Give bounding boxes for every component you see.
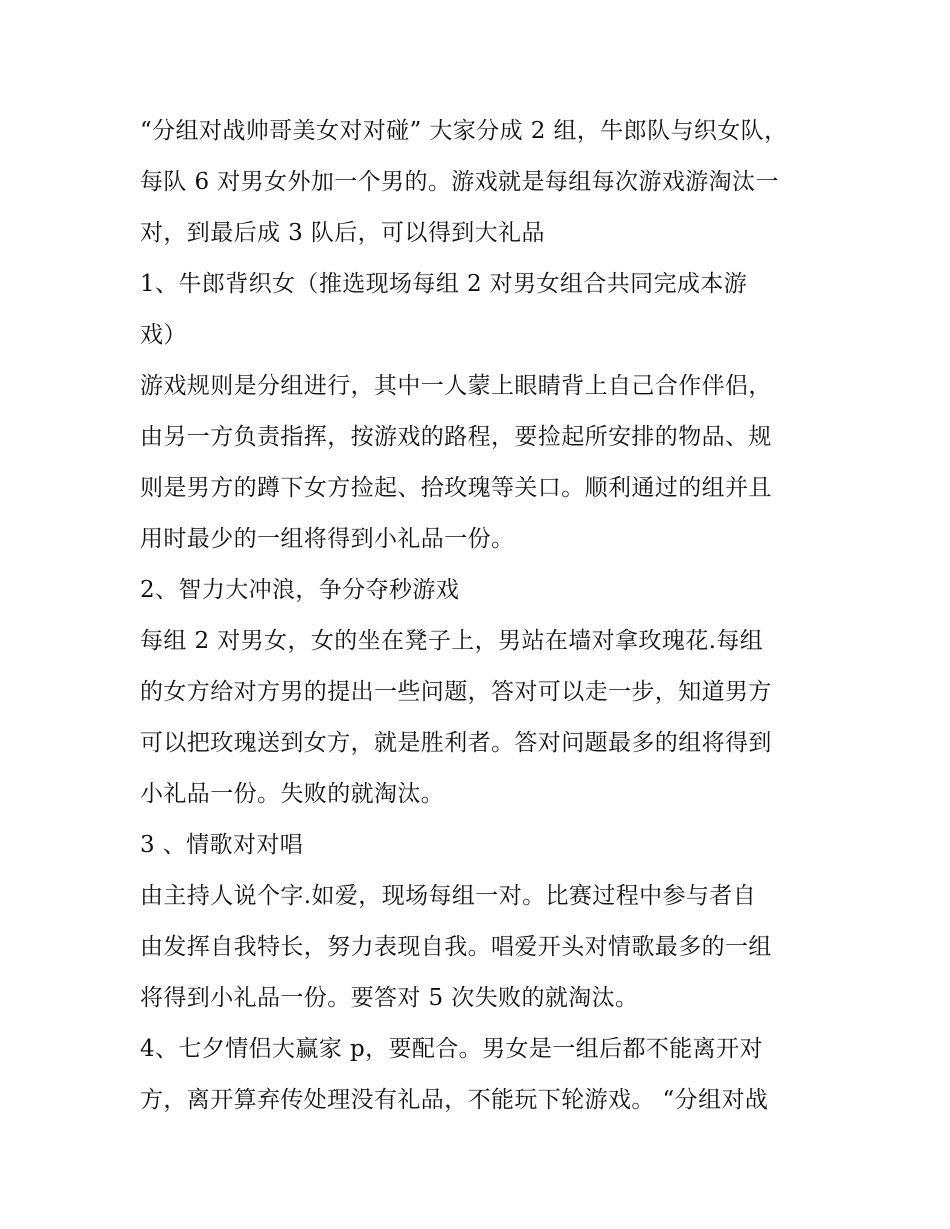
intro-line-1: “分组对战帅哥美女对对碰” 大家分成 2 组，牛郎队与织女队， xyxy=(140,118,788,144)
game-1-rules-line-4: 用时最少的一组将得到小礼品一份。 xyxy=(140,526,515,552)
game-3-rules-line-2: 由发挥自我特长，努力表现自我。唱爱开头对情歌最多的一组 xyxy=(140,934,772,960)
game-4-line-1: 4、七夕情侣大赢家 p，要配合。男女是一组后都不能离开对 xyxy=(140,1036,763,1062)
game-2-rules-line-4: 小礼品一份。失败的就淘汰。 xyxy=(140,781,445,807)
game-4-line-2: 方，离开算弃传处理没有礼品，不能玩下轮游戏。 “分组对战 xyxy=(140,1087,769,1113)
intro-line-2: 每队 6 对男女外加一个男的。游戏就是每组每次游戏游淘汰一 xyxy=(140,169,779,195)
intro-line-3: 对，到最后成 3 队后，可以得到大礼品 xyxy=(140,220,545,246)
game-2-rules-line-2: 的女方给对方男的提出一些问题，答对可以走一步，知道男方 xyxy=(140,679,772,705)
game-3-rules-line-3: 将得到小礼品一份。要答对 5 次失败的就淘汰。 xyxy=(140,985,639,1011)
game-1-heading-line-1: 1、牛郎背织女（推选现场每组 2 对男女组合共同完成本游 xyxy=(140,271,748,297)
game-1-heading-line-2: 戏） xyxy=(140,322,187,348)
game-3-rules-line-1: 由主持人说个字.如爱，现场每组一对。比赛过程中参与者自 xyxy=(140,883,757,909)
game-1-rules-line-2: 由另一方负责指挥，按游戏的路程，要捡起所安排的物品、规 xyxy=(140,424,772,450)
game-2-rules-line-1: 每组 2 对男女，女的坐在凳子上，男站在墙对拿玫瑰花.每组 xyxy=(140,628,764,654)
game-2-heading: 2、智力大冲浪，争分夺秒游戏 xyxy=(140,577,460,603)
game-1-rules-line-3: 则是男方的蹲下女方捡起、拾玫瑰等关口。顺利通过的组并且 xyxy=(140,475,772,501)
game-2-rules-line-3: 可以把玫瑰送到女方，就是胜利者。答对问题最多的组将得到 xyxy=(140,730,772,756)
document-body xyxy=(140,106,820,1126)
game-1-rules-line-1: 游戏规则是分组进行，其中一人蒙上眼睛背上自己合作伴侣， xyxy=(140,373,772,399)
game-3-heading: 3 、情歌对对唱 xyxy=(140,832,304,858)
